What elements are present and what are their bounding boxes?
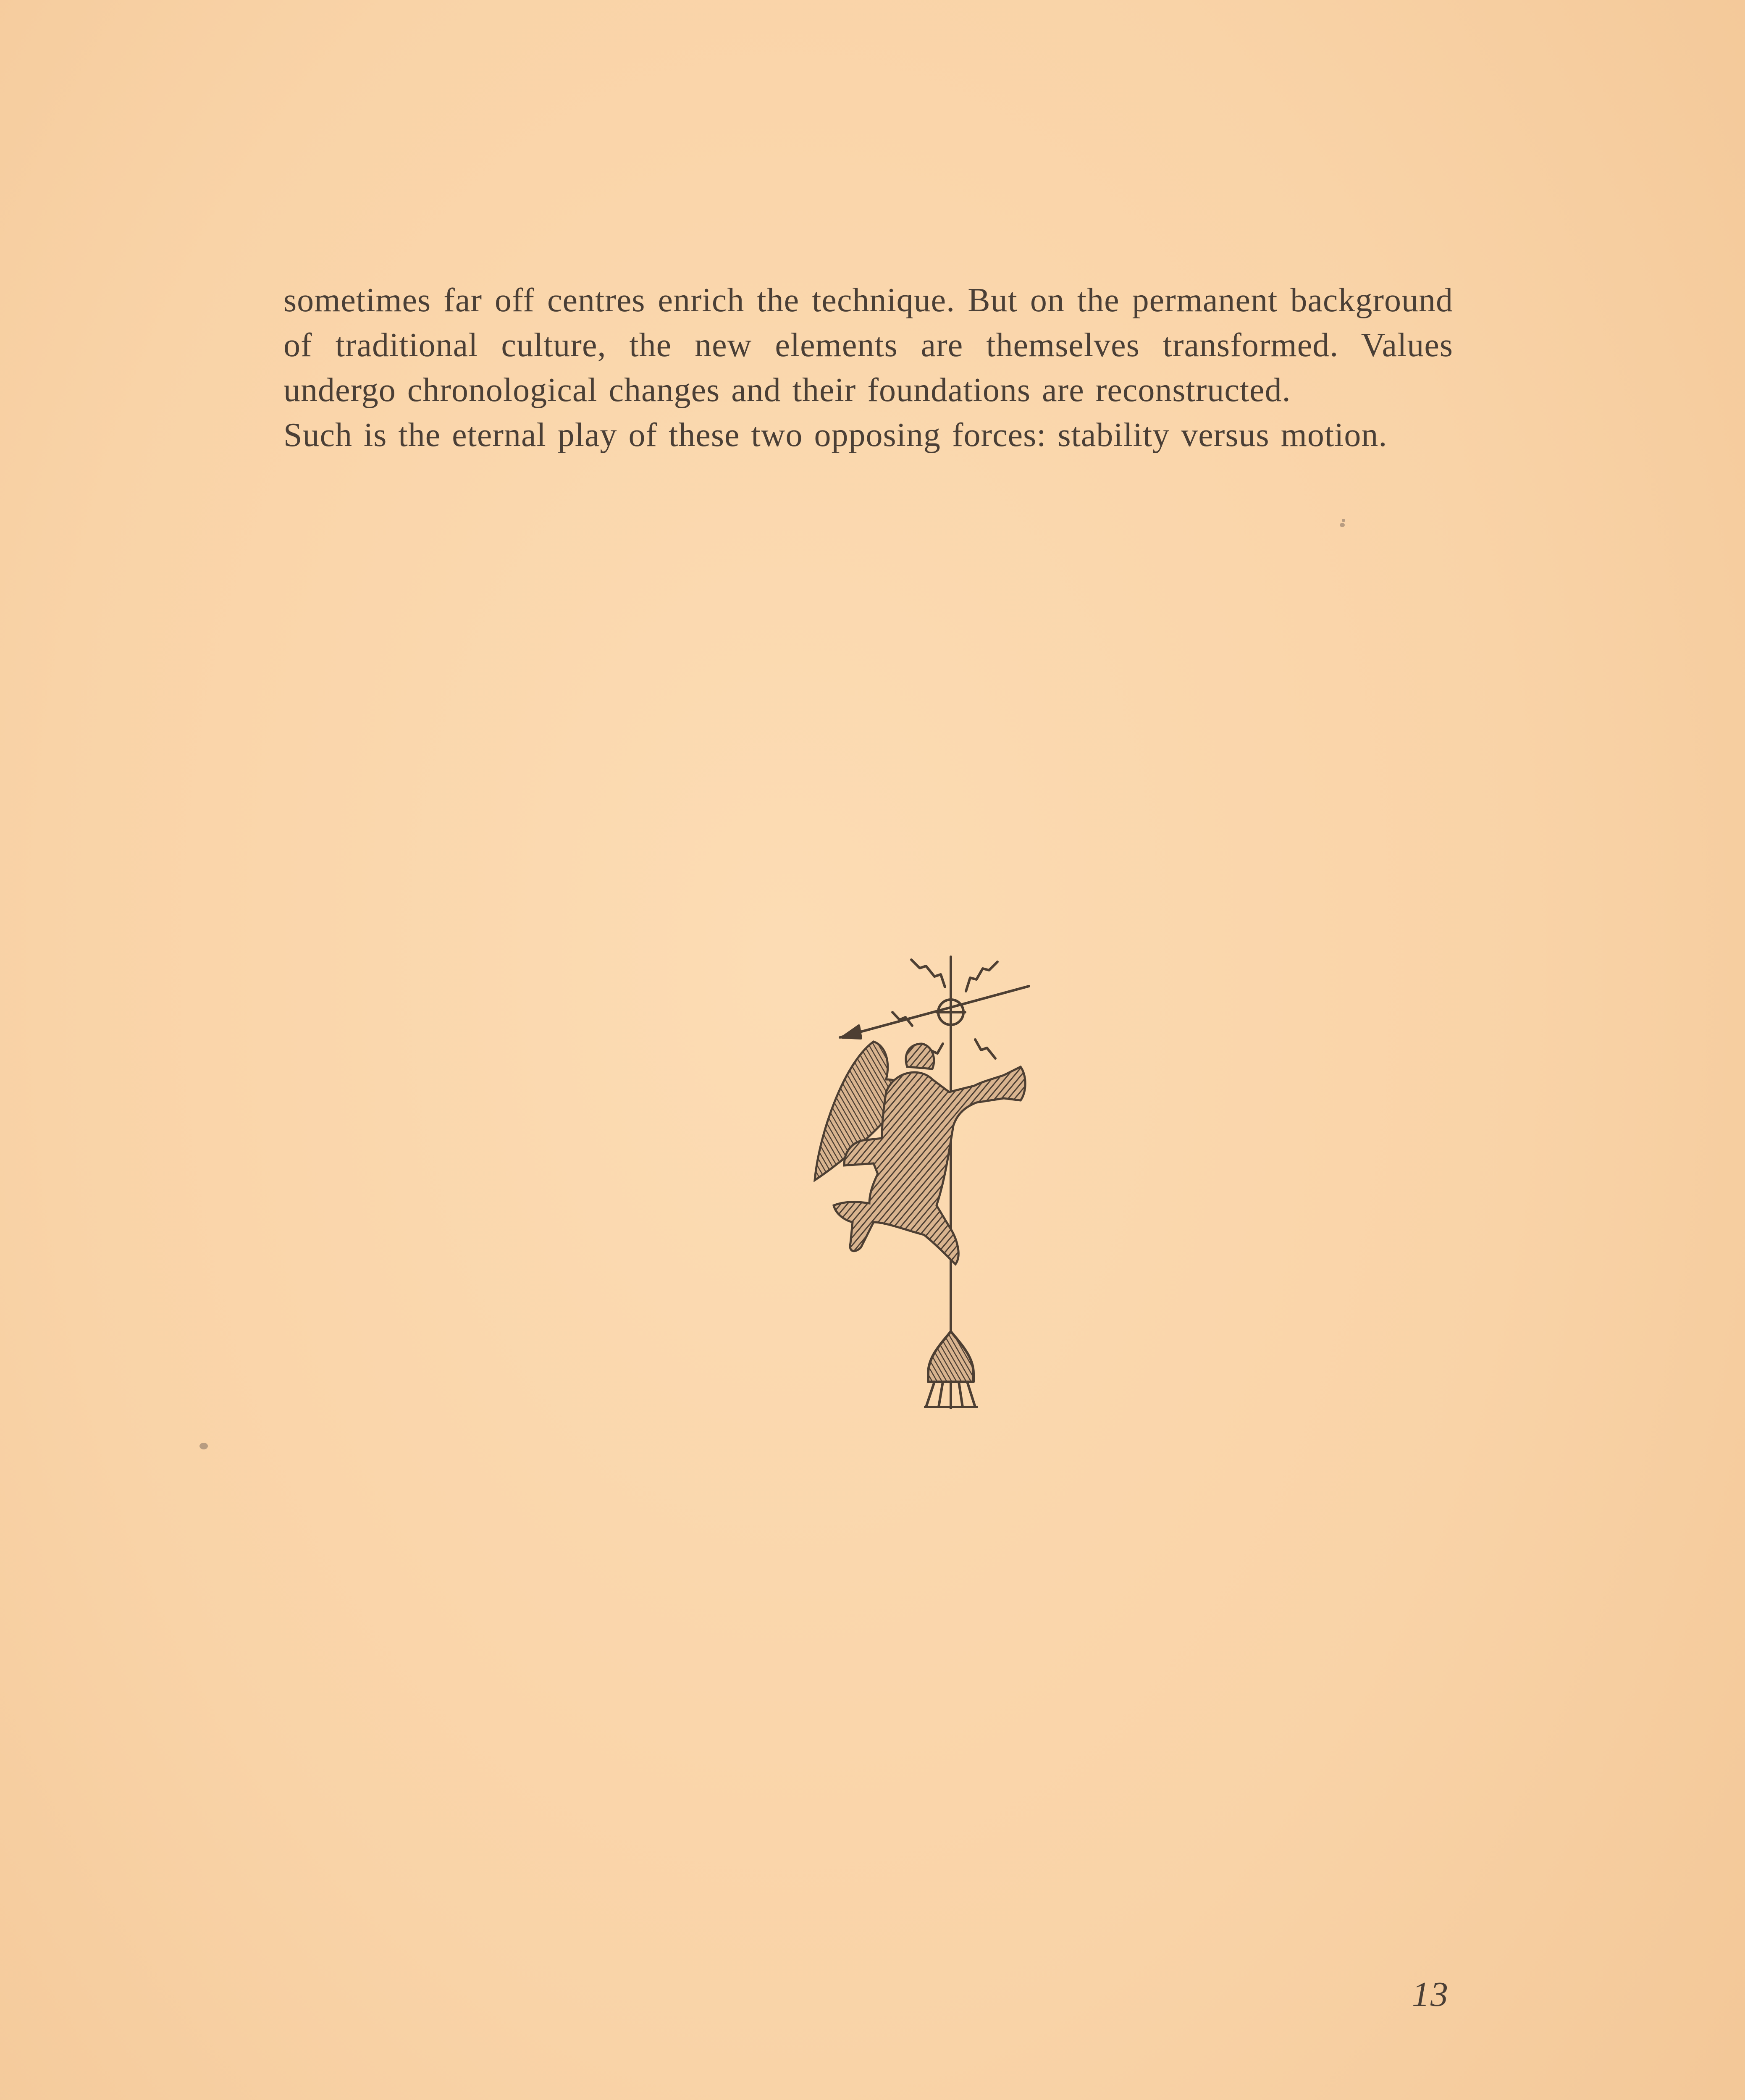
paragraph-2: Such is the eternal play of these two opposing forces: stability versus motion. — [283, 417, 1388, 454]
page-number: 13 — [1412, 1975, 1449, 2014]
paragraph-1: sometimes far off centres enrich the technique. But on the permanent background of traditional culture, the new elements are themselves transformed. Values undergo chronological changes and their foundations are reconstructed. — [283, 282, 1453, 409]
angel-weathervane-icon — [748, 953, 1042, 1445]
paper-speck — [199, 1443, 208, 1449]
paper-speck — [1342, 519, 1345, 522]
body-text — [283, 278, 1453, 458]
paper-speck — [1340, 523, 1345, 527]
